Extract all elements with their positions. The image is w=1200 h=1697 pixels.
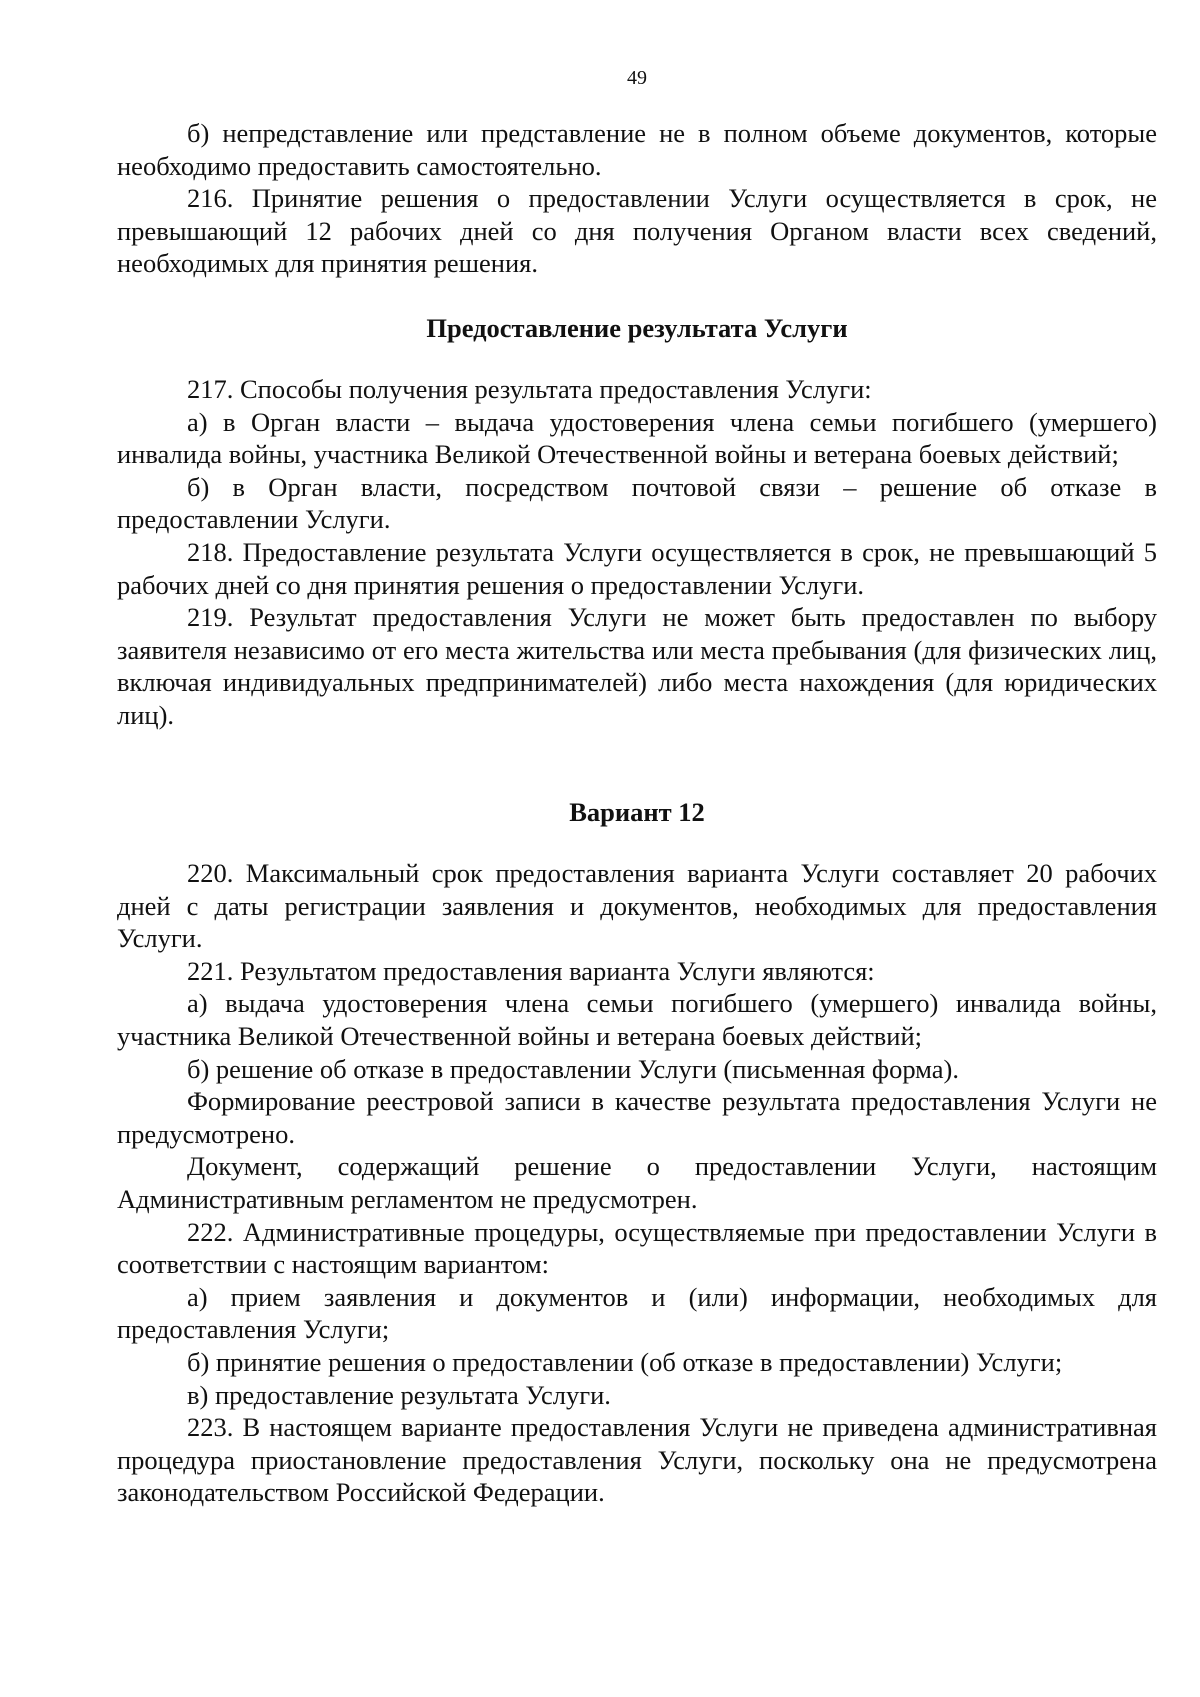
heading-text: Предоставление результата Услуги [426, 313, 848, 343]
paragraph: а) прием заявления и документов и (или) информации, необходимых для предоставления Услуги; [117, 1281, 1157, 1345]
text-block-1 [117, 117, 1157, 280]
section-heading-result [117, 312, 1157, 345]
paragraph: б) принятие решения о предоставлении (об отказе в предоставлении) Услуги; [187, 1346, 1063, 1377]
paragraph: 216. Принятие решения о предоставлении Услуги осуществляется в срок, не превышающий 12 рабочих дней со дня получения Органом власти всех сведений, необходимых для принятия решения. [117, 183, 1157, 279]
paragraph: б) в Орган власти, посредством почтовой связи – решение об отказе в предоставлении Услуги. [117, 471, 1157, 535]
paragraph: 217. Способы получения результата предоставления Услуги: [187, 374, 872, 404]
paragraph: Формирование реестровой записи в качестве результата предоставления Услуги не предусмотрено. [117, 1086, 1157, 1149]
paragraph: а) в Орган власти – выдача удостоверения члена семьи погибшего (умершего) инвалида войны, участника Великой Отечественной войны и ветерана боевых действий; [117, 406, 1157, 470]
page-number: 49 [627, 67, 647, 89]
paragraph: Документ, содержащий решение о предоставлении Услуги, настоящим Административным регламентом не предусмотрен. [117, 1151, 1157, 1214]
paragraph: 222. Административные процедуры, осуществляемые при предоставлении Услуги в соответствии с настоящим вариантом: [117, 1216, 1157, 1280]
paragraph: 220. Максимальный срок предоставления варианта Услуги составляет 20 рабочих дней с даты регистрации заявления и документов, необходимых для предоставления Услуги. [117, 858, 1157, 954]
paragraph: 223. В настоящем варианте предоставления Услуги не приведена административная процедура приостановление предоставления Услуги, поскольку она не предусмотрена законодательством Российской Федерации. [117, 1412, 1157, 1508]
paragraph: 218. Предоставление результата Услуги осуществляется в срок, не превышающий 5 рабочих дней со дня принятия решения о предоставлении Услуги. [117, 536, 1157, 600]
paragraph: 221. Результатом предоставления варианта Услуги являются: [187, 955, 875, 986]
text-block-2 [117, 373, 1157, 732]
heading-text: Вариант 12 [569, 797, 705, 827]
text-block-3 [117, 857, 1157, 1509]
section-heading-variant-12 [117, 796, 1157, 829]
paragraph: 219. Результат предоставления Услуги не может быть предоставлен по выбору заявителя независимо от его места жительства или места пребывания (для физических лиц, включая индивидуальных предпринимателей) либо места нахождения (для юридических лиц). [117, 602, 1157, 730]
paragraph: в) предоставление результата Услуги. [187, 1379, 611, 1410]
paragraph: а) выдача удостоверения члена семьи погибшего (умершего) инвалида войны, участника Великой Отечественной войны и ветерана боевых действий; [117, 988, 1157, 1051]
paragraph: б) непредставление или представление не в полном объеме документов, которые необходимо предоставить самостоятельно. [117, 118, 1157, 181]
paragraph: б) решение об отказе в предоставлении Услуги (письменная форма). [187, 1053, 959, 1084]
